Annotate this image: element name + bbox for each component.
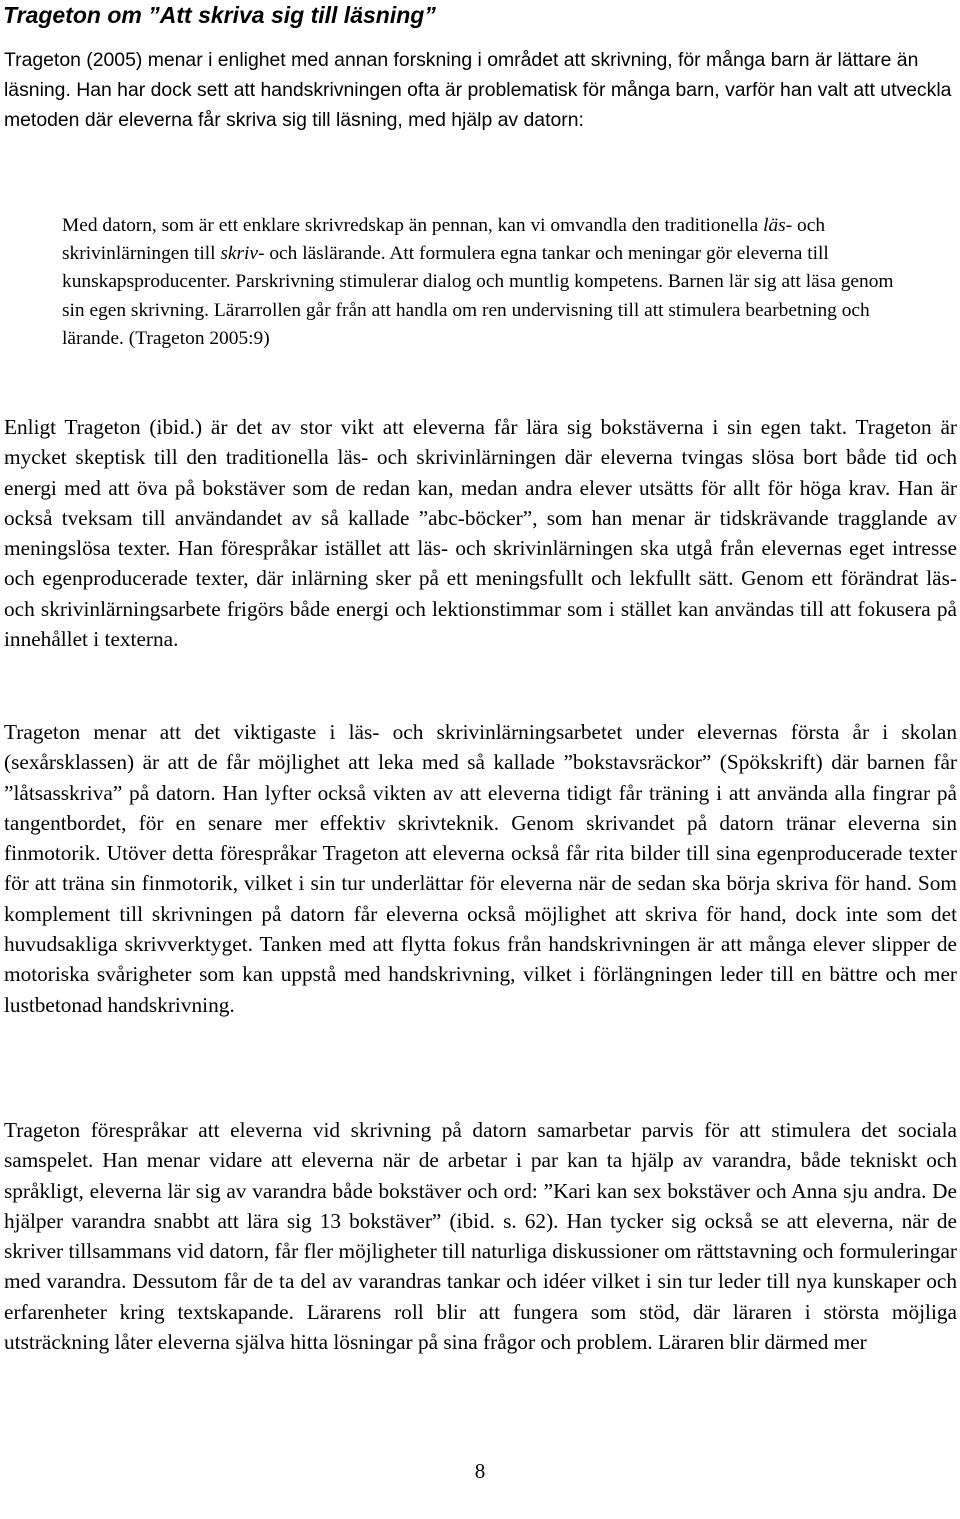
- page-number: 8: [474, 1459, 486, 1483]
- quote-emphasis-las: läs-: [763, 215, 793, 236]
- intro-paragraph: Trageton (2005) menar i enlighet med annan forskning i området att skrivning, för många barn är lättare än läsning. Han har dock sett att handskrivningen ofta är problematisk för många barn, varför han valt att utveckla metoden där eleverna får skriva sig till läsning, med hjälp av datorn:: [4, 49, 952, 131]
- block-quote: [62, 212, 902, 353]
- quote-emphasis-skriv: skriv-: [220, 243, 265, 265]
- quote-text-3: och läslärande. Att formulera egna tankar och meningar gör eleverna till kunskapsproducenter. Parskrivning stimulerar dialog och muntlig kompetens. Barnen lär sig att läsa genom sin egen skrivning. Lärarrollen går från att handla om ren undervisning till att stimulera bearbetning och lärande. (Trageton 2005:9): [62, 243, 894, 349]
- quote-text-1: Med datorn, som är ett enklare skrivredskap än pennan, kan vi omvandla den traditionella: [62, 215, 764, 236]
- section-heading: Trageton om ”Att skriva sig till läsning”: [3, 2, 436, 28]
- body-paragraph-3: Trageton förespråkar att eleverna vid skrivning på datorn samarbetar parvis för att stimulera det sociala samspelet. Han menar vidare att eleverna när de arbetar i par kan ta hjälp av varandra, både tekniskt och språkligt, eleverna lär sig av varandra både bokstäver och ord: ”Kari kan sex bokstäver och Anna sju andra. De hjälper varandra snabbt att lära sig 13 bokstäver” (ibid. s. 62). Han tycker sig också se att eleverna, när de skriver tillsammans vid datorn, får fler möjligheter till naturliga diskussioner om rättstavning och formuleringar med varandra. Dessutom får de ta del av varandras tankar och idéer vilket i sin tur leder till nya kunskaper och erfarenheter kring textskapande. Lärarens roll blir att fungera som stöd, där läraren i största möjliga utsträckning låter eleverna själva hitta lösningar på sina frågor och problem. Läraren blir därmed mer: [4, 1118, 957, 1355]
- quote-text-2: och skrivinlärningen till: [62, 215, 826, 265]
- body-paragraph-1: Enligt Trageton (ibid.) är det av stor vikt att eleverna får lära sig bokstäverna i sin egen takt. Trageton är mycket skeptisk till den traditionella läs- och skrivinlärningen där eleverna tvingas slösa bort både tid och energi med att öva på bokstäver som de redan kan, medan andra elever utsätts för allt för höga krav. Han är också tveksam till användandet av så kallade ”abc-böcker”, som han menar är tidskrävande tragglande av meningslösa texter. Han förespråkar istället att läs- och skrivinlärningen ska utgå från elevernas eget intresse och egenproducerade texter, där inlärning sker på ett meningsfullt och lekfullt sätt. Genom ett förändrat läs- och skrivinlärningsarbete frigörs både energi och lektionstimmar som i stället kan användas till att fokusera på innehållet i texterna.: [4, 415, 957, 652]
- body-paragraph-2: Trageton menar att det viktigaste i läs- och skrivinlärningsarbetet under elevernas första år i skolan (sexårsklassen) är att de får möjlighet att leka med så kallade ”bokstavsräckor” (Spökskrift) där barnen får ”låtsasskriva” på datorn. Han lyfter också vikten av att eleverna tidigt får träning i att använda alla fingrar på tangentbordet, för en senare mer effektiv skrivteknik. Genom skrivandet på datorn tränar eleverna sin finmotorik. Utöver detta förespråkar Trageton att eleverna också får rita bilder till sina egenproducerade texter för att träna sin finmotorik, vilket i sin tur underlättar för eleverna när de sedan ska börja skriva för hand. Som komplement till skrivningen på datorn får eleverna också möjlighet att skriva för hand, dock inte som det huvudsakliga skrivverktyget. Tanken med att flytta fokus från handskrivningen är att många elever slipper de motoriska svårigheter som kan uppstå med handskrivning, vilket i förlängningen leder till en bättre och mer lustbetonad handskrivning.: [4, 720, 957, 1017]
